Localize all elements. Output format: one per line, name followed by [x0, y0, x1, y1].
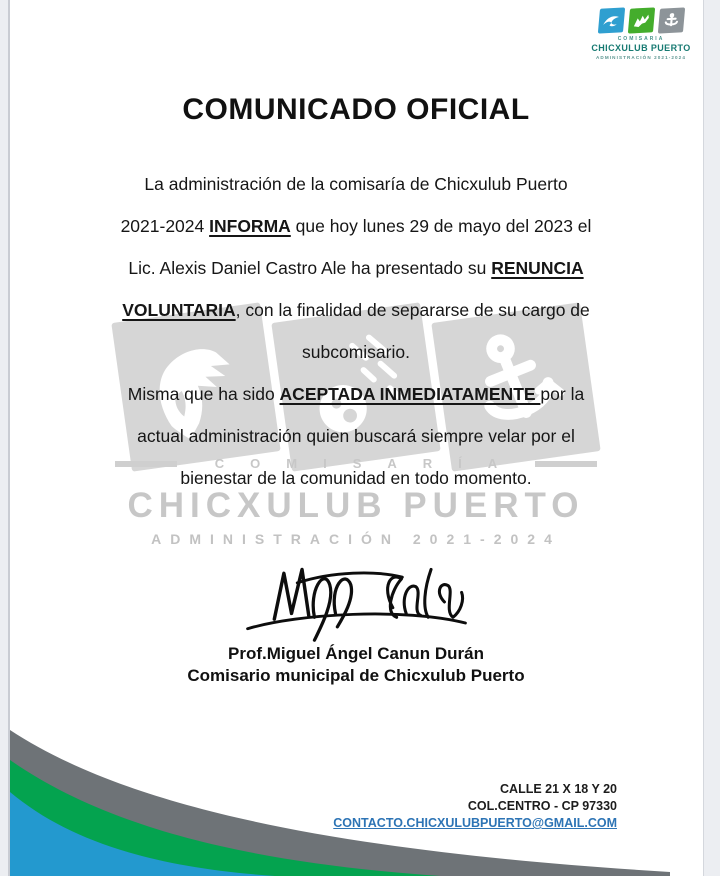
page-title: COMUNICADO OFICIAL [182, 93, 530, 126]
logo-line3: ADMINISTRACIÓN 2021-2024 [596, 54, 686, 60]
watermark-comisaria: COMISARÍA [214, 456, 524, 471]
contact-email-link[interactable]: CONTACTO.CHICXULUBPUERTO@GMAIL.COM [333, 816, 617, 830]
footer-address-line1: CALLE 21 X 18 Y 20 [500, 782, 617, 796]
bird-icon [597, 7, 624, 33]
signature-image [239, 558, 474, 644]
body-line: subcomisario. [302, 342, 410, 362]
watermark-subtitle: ADMINISTRACIÓN 2021-2024 [151, 531, 561, 547]
comisaria-logo [586, 8, 696, 60]
document-page [10, 0, 702, 876]
body-line: VOLUNTARIA, con la finalidad de separarse de su cargo de [122, 300, 590, 320]
logo-line2: CHICXULUB PUERTO [591, 43, 691, 53]
body-line: Misma que ha sido ACEPTADA INMEDIATAMENTE por la [127, 384, 585, 404]
signature-block [10, 558, 702, 686]
anchor-icon [657, 7, 684, 33]
body-line: 2021-2024 INFORMA que hoy lunes 29 de mayo del 2023 el [120, 216, 592, 236]
body-line: La administración de la comisaría de Chicxulub Puerto [144, 174, 568, 194]
body-text [36, 163, 676, 499]
footer-address-line2: COL.CENTRO - CP 97330 [467, 799, 617, 813]
body-line: actual administración quien buscará siempre velar por el [137, 426, 575, 446]
body-line: bienestar de la comunidad en todo momento. [180, 468, 532, 488]
watermark-title: CHICXULUB PUERTO [127, 486, 585, 525]
photo-edge-right [703, 0, 720, 876]
logo-tiles [586, 8, 696, 33]
photo-edge-left [0, 0, 10, 876]
body-line: Lic. Alexis Daniel Castro Ale ha presentado su RENUNCIA [128, 258, 584, 278]
footer-contact [333, 781, 617, 832]
logo-line1: COMISARIA [617, 36, 665, 42]
crocodile-icon [627, 7, 654, 33]
signer-role: Comisario municipal de Chicxulub Puerto [187, 666, 525, 685]
signer-name: Prof.Miguel Ángel Canun Durán [228, 644, 484, 663]
